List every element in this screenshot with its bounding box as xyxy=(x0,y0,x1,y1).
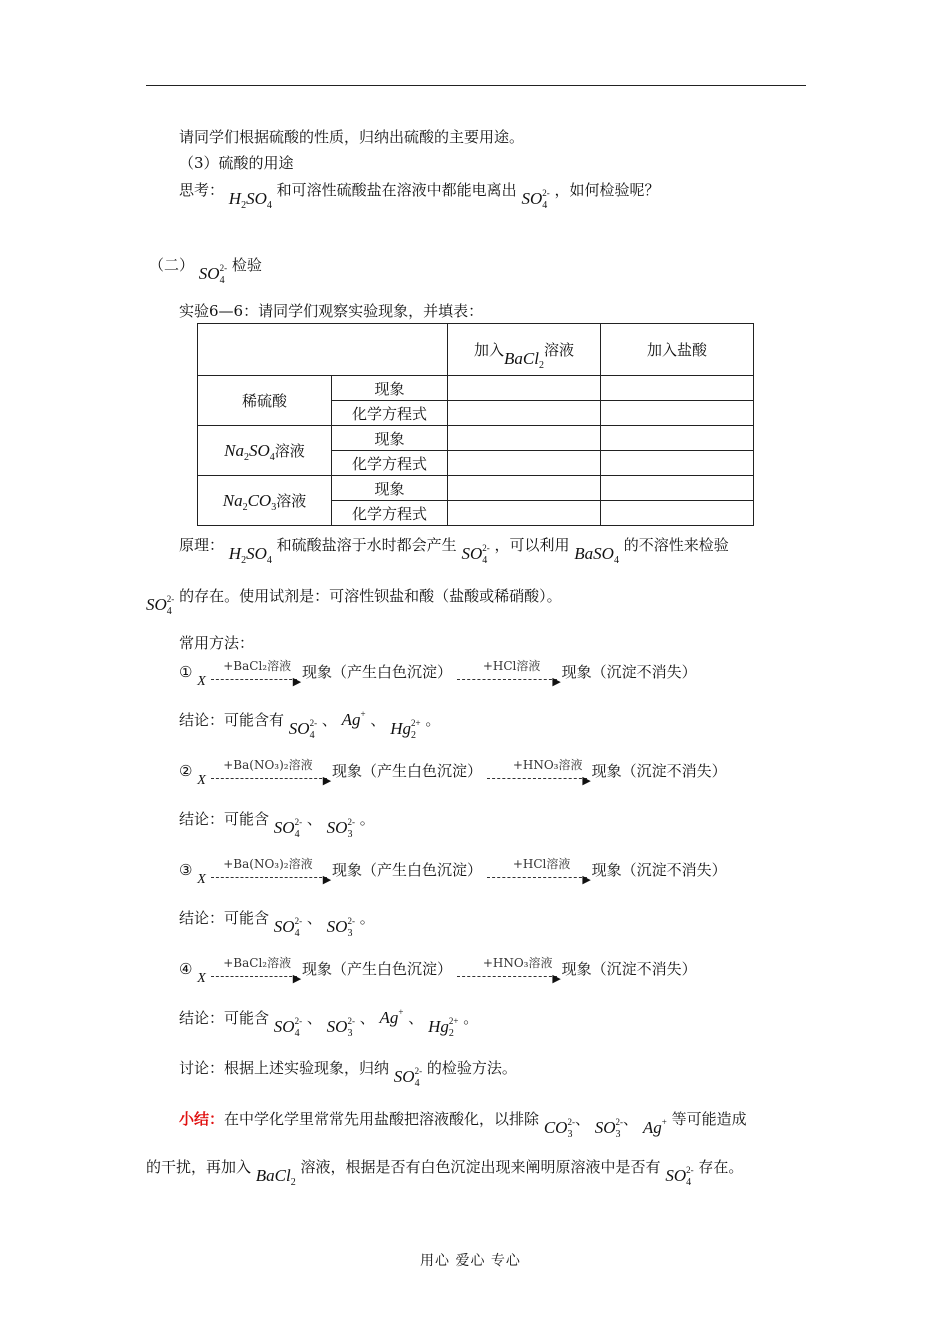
table-cell xyxy=(601,451,754,476)
principle-text: ，可以利用 xyxy=(494,536,570,554)
principle-text: 的存在。使用试剂是：可溶性钡盐和酸（盐酸或稀硝酸）。 xyxy=(179,587,562,605)
formula-so4: $SO_4^{2-}$ xyxy=(521,188,550,211)
formula-ag: Ag+ xyxy=(642,1117,667,1137)
row-sub-phenomenon: 现象 xyxy=(332,376,448,401)
method-number: ④ xyxy=(179,960,193,978)
reagent-label: +HNO₃溶液 xyxy=(512,758,583,772)
formula-so4: $SO_4^{2-}$ xyxy=(665,1165,694,1188)
row-sub-equation: 化学方程式 xyxy=(332,401,448,426)
summary-text: 溶液，根据是否有白色沉淀出现来阐明原溶液中是否有 xyxy=(300,1158,661,1176)
period: 。 xyxy=(463,1009,479,1027)
separator: 、 xyxy=(321,711,337,729)
formula-h2so4: $H_2SO_4$ xyxy=(228,189,272,211)
arrow-head-icon: ▶ xyxy=(582,873,591,886)
arrow-head-icon: ▶ xyxy=(292,675,302,688)
reaction-arrow xyxy=(487,758,591,787)
method-number: ② xyxy=(179,762,193,780)
table-cell xyxy=(448,426,601,451)
formula-so4: $SO_4^{2-}$ xyxy=(273,1016,303,1039)
col-header-text: 加入 xyxy=(474,341,505,359)
arrow-shaft xyxy=(211,778,327,779)
experiment-table xyxy=(197,323,754,526)
formula-so3: $SO_3^{2-}$ xyxy=(326,1016,355,1039)
arrow-shaft xyxy=(211,976,297,977)
arrow-shaft xyxy=(457,679,557,680)
sample-x: X xyxy=(197,674,206,689)
formula-so4: $SO_4^{2-}$ xyxy=(273,916,303,939)
conclusion-text: 结论：可能含 xyxy=(179,1009,270,1027)
sample-x: X xyxy=(197,971,206,986)
method-3 xyxy=(179,857,727,887)
conclusion-text: 结论：可能含 xyxy=(179,810,270,828)
formula-so4: $SO_4^{2-}$ xyxy=(146,594,175,617)
sample-x: X xyxy=(197,773,206,788)
reaction-arrow xyxy=(457,956,561,985)
reagent-label: +HCl溶液 xyxy=(512,857,571,871)
section-number: （二） xyxy=(149,256,195,274)
intro-line-2: （3）硫酸的用途 xyxy=(179,154,294,172)
arrow-shaft xyxy=(487,778,587,779)
observation-text: 现象（产生白色沉淀） xyxy=(332,762,483,780)
summary-text: 存在。 xyxy=(698,1158,744,1176)
table-cell xyxy=(448,401,601,426)
row-sub-phenomenon: 现象 xyxy=(332,476,448,501)
section-2-heading xyxy=(149,255,262,286)
row-header-suffix: 溶液 xyxy=(274,442,305,460)
conclusion-2 xyxy=(179,809,375,840)
formula-na2so4: $Na_2SO_4$ xyxy=(224,441,275,463)
page-footer: 用心 爱心 专心 xyxy=(420,1253,521,1269)
arrow-head-icon: ▶ xyxy=(582,774,591,787)
summary-text: 的干扰，再加入 xyxy=(146,1158,252,1176)
arrow-shaft xyxy=(211,679,297,680)
separator: 、 xyxy=(306,810,322,828)
think-text: 和可溶性硫酸盐在溶液中都能电离出 xyxy=(276,181,517,199)
period: 。 xyxy=(425,711,441,729)
formula-so4: $SO_4^{2-}$ xyxy=(461,543,490,566)
reagent-label: +Ba(NO₃)₂溶液 xyxy=(223,758,313,772)
reagent-label: +Ba(NO₃)₂溶液 xyxy=(223,857,313,871)
table-cell xyxy=(601,501,754,526)
row-sub-phenomenon: 现象 xyxy=(332,426,448,451)
method-1 xyxy=(179,659,697,689)
formula-na2co3: $Na_2CO_3$ xyxy=(222,491,277,513)
discussion-line xyxy=(179,1058,517,1089)
col-header-text: 溶液 xyxy=(543,341,574,359)
period: 。 xyxy=(359,810,375,828)
observation-text: 现象（沉淀不消失） xyxy=(561,663,697,681)
formula-so3: $SO_3^{2-}$ xyxy=(326,817,355,840)
discussion-text: 讨论：根据上述实验现象，归纳 xyxy=(179,1059,390,1077)
formula-co3: $CO_3^{2-}$ xyxy=(543,1117,575,1140)
row-sub-equation: 化学方程式 xyxy=(332,451,448,476)
formula-ag: Ag+ xyxy=(341,709,366,729)
arrow-shaft xyxy=(211,877,327,878)
table-cell xyxy=(448,501,601,526)
separator: 、 xyxy=(306,1009,322,1027)
conclusion-3 xyxy=(179,908,375,939)
formula-hg2: $Hg_2^{2+}$ xyxy=(390,718,421,741)
observation-text: 现象（沉淀不消失） xyxy=(561,960,697,978)
formula-so4: $SO_4^{2-}$ xyxy=(273,817,303,840)
separator: 、 xyxy=(574,1110,590,1128)
formula-bacl2: BaCl$_2$ xyxy=(504,349,544,371)
summary-text: 等可能造成 xyxy=(671,1110,747,1128)
separator: 、 xyxy=(370,711,386,729)
table-cell xyxy=(601,401,754,426)
formula-so3: $SO_3^{2-}$ xyxy=(326,916,355,939)
methods-title: 常用方法： xyxy=(179,634,255,652)
think-line xyxy=(179,180,660,211)
reagent-label: +HCl溶液 xyxy=(482,659,541,673)
formula-h2so4: $H_2SO_4$ xyxy=(228,544,272,566)
row-header-na2co3 xyxy=(198,476,332,526)
principle-text: 的不溶性来检验 xyxy=(623,536,729,554)
table-cell xyxy=(601,476,754,501)
separator: 、 xyxy=(359,1009,375,1027)
table-cell xyxy=(448,476,601,501)
separator: 、 xyxy=(306,909,322,927)
conclusion-text: 结论：可能含有 xyxy=(179,711,285,729)
formula-so4: $SO_4^{2-}$ xyxy=(288,718,318,741)
row-header-suffix: 溶液 xyxy=(276,492,307,510)
row-header-h2so4: 稀硫酸 xyxy=(198,376,332,426)
method-2 xyxy=(179,758,727,788)
col-header-hcl: 加入盐酸 xyxy=(601,324,754,376)
arrow-head-icon: ▶ xyxy=(322,774,332,787)
table-cell xyxy=(601,376,754,401)
formula-ag: Ag+ xyxy=(379,1007,404,1027)
method-number: ③ xyxy=(179,861,193,879)
row-sub-equation: 化学方程式 xyxy=(332,501,448,526)
method-number: ① xyxy=(179,663,193,681)
method-4 xyxy=(179,956,697,986)
principle-label: 原理： xyxy=(179,536,225,554)
header-rule xyxy=(146,85,806,86)
table-cell xyxy=(601,426,754,451)
table-corner xyxy=(198,324,448,376)
conclusion-text: 结论：可能含 xyxy=(179,909,270,927)
col-header-bacl2 xyxy=(448,324,601,376)
reagent-label: +HNO₃溶液 xyxy=(482,956,553,970)
observation-text: 现象（沉淀不消失） xyxy=(591,861,727,879)
conclusion-4 xyxy=(179,1007,479,1039)
period: 。 xyxy=(359,909,375,927)
formula-hg2: $Hg_2^{2+}$ xyxy=(428,1016,459,1039)
reaction-arrow xyxy=(197,758,332,788)
formula-baso4: BaSO$_4$ xyxy=(574,544,619,566)
reaction-arrow xyxy=(197,857,332,887)
discussion-text: 的检验方法。 xyxy=(426,1059,517,1077)
reagent-label: +BaCl₂溶液 xyxy=(223,659,292,673)
think-question: ，如何检验呢？ xyxy=(554,181,660,199)
summary-text: 在中学化学里常常先用盐酸把溶液酸化，以排除 xyxy=(224,1110,540,1128)
observation-text: 现象（沉淀不消失） xyxy=(591,762,727,780)
sample-x: X xyxy=(197,872,206,887)
arrow-head-icon: ▶ xyxy=(292,972,302,985)
arrow-head-icon: ▶ xyxy=(552,972,561,985)
summary-label: 小结： xyxy=(179,1110,225,1128)
separator: 、 xyxy=(408,1009,424,1027)
formula-so4: $SO_4^{2-}$ xyxy=(198,263,228,286)
arrow-head-icon: ▶ xyxy=(322,873,332,886)
table-cell xyxy=(448,451,601,476)
arrow-head-icon: ▶ xyxy=(552,675,561,688)
table-cell xyxy=(448,376,601,401)
formula-so3: $SO_3^{2-}$ xyxy=(594,1117,624,1140)
reaction-arrow xyxy=(197,956,302,986)
arrow-shaft xyxy=(457,976,557,977)
think-label: 思考： xyxy=(179,181,225,199)
observation-text: 现象（产生白色沉淀） xyxy=(302,663,453,681)
formula-bacl2: BaCl$_2$ xyxy=(255,1166,296,1188)
reaction-arrow xyxy=(457,659,561,688)
observation-text: 现象（产生白色沉淀） xyxy=(332,861,483,879)
reagent-label: +BaCl₂溶液 xyxy=(223,956,292,970)
separator: 、 xyxy=(623,1110,639,1128)
formula-so4: $SO_4^{2-}$ xyxy=(393,1066,423,1089)
arrow-shaft xyxy=(487,877,587,878)
summary-line-1 xyxy=(179,1109,747,1140)
reaction-arrow xyxy=(487,857,591,886)
principle-line-2 xyxy=(146,586,562,617)
intro-line-1: 请同学们根据硫酸的性质，归纳出硫酸的主要用途。 xyxy=(179,128,525,146)
principle-line-1 xyxy=(179,535,729,566)
experiment-title: 实验6—6：请同学们观察实验现象，并填表： xyxy=(179,302,484,320)
reaction-arrow xyxy=(197,659,302,689)
observation-text: 现象（产生白色沉淀） xyxy=(302,960,453,978)
principle-text: 和硫酸盐溶于水时都会产生 xyxy=(276,536,457,554)
summary-line-2 xyxy=(146,1157,744,1188)
section-title: 检验 xyxy=(231,256,262,274)
conclusion-1 xyxy=(179,709,441,741)
row-header-na2so4 xyxy=(198,426,332,476)
